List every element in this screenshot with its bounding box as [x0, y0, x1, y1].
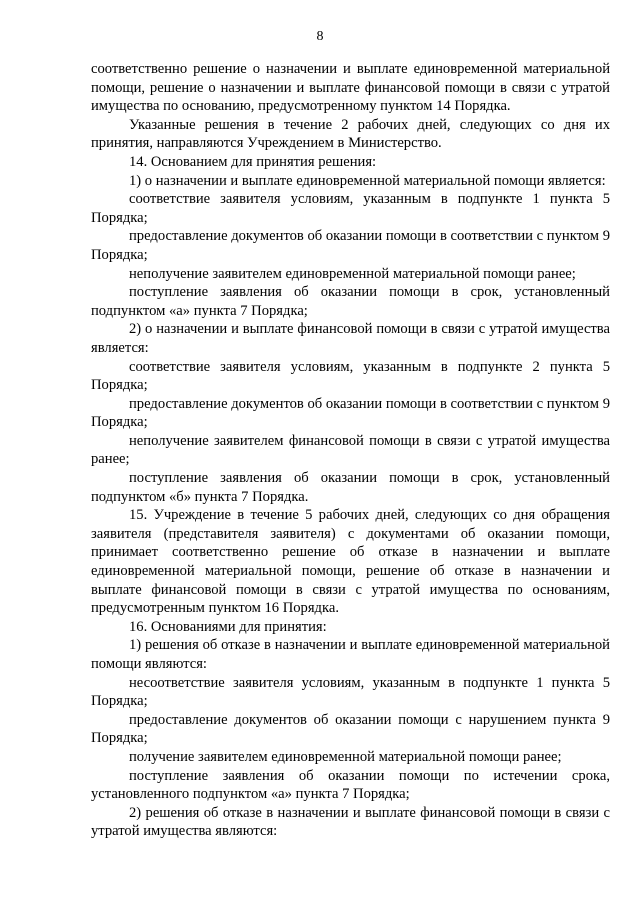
paragraph: поступление заявления об оказании помощи в срок, установленный подпунктом «а» пункта 7 Порядка; — [91, 284, 610, 319]
document-body — [91, 60, 610, 841]
paragraph: 1) решения об отказе в назначении и выплате единовременной материальной помощи являются: — [91, 637, 610, 672]
paragraph: соответствие заявителя условиям, указанным в подпункте 2 пункта 5 Порядка; — [91, 358, 610, 394]
paragraph: предоставление документов об оказании помощи в соответствии с пунктом 9 Порядка; — [91, 228, 610, 263]
paragraph: поступление заявления об оказании помощи по истечении срока, установленного подпунктом «а» пункта 7 Порядка; — [91, 767, 610, 803]
paragraph: предоставление документов об оказании помощи с нарушением пункта 9 Порядка; — [91, 711, 610, 747]
paragraph: несоответствие заявителя условиям, указанным в подпункте 1 пункта 5 Порядка; — [91, 674, 610, 710]
paragraph: 2) решения об отказе в назначении и выплате финансовой помощи в связи с утратой имущества являются: — [91, 804, 610, 840]
paragraph: 1) о назначении и выплате единовременной материальной помощи является: — [129, 172, 606, 189]
paragraph: неполучение заявителем единовременной материальной помощи ранее; — [129, 265, 576, 282]
paragraph: предоставление документов об оказании помощи в соответствии с пунктом 9 Порядка; — [91, 395, 610, 431]
paragraph: 2) о назначении и выплате финансовой помощи в связи с утратой имущества является: — [91, 321, 610, 356]
paragraph: 14. Основанием для принятия решения: — [129, 153, 377, 170]
paragraph: 15. Учреждение в течение 5 рабочих дней, следующих со дня обращения заявителя (представителя заявителя) с документами об оказании помощи, принимает соответственно решение об отказе в назначении и выплате единовременной материальной помощи, решение об отказе в назначении и выплате финансовой помощи в связи с утратой имущества по основаниям, предусмотренным пунктом 16 Порядка. — [91, 507, 610, 617]
paragraph: соответствие заявителя условиям, указанным в подпункте 1 пункта 5 Порядка; — [91, 191, 610, 226]
paragraph: получение заявителем единовременной материальной помощи ранее; — [129, 748, 562, 765]
paragraph: неполучение заявителем финансовой помощи в связи с утратой имущества ранее; — [91, 432, 610, 468]
paragraph: 16. Основаниями для принятия: — [129, 618, 327, 635]
paragraph: поступление заявления об оказании помощи в срок, установленный подпунктом «б» пункта 7 Порядка. — [91, 470, 610, 505]
paragraph: Указанные решения в течение 2 рабочих дней, следующих со дня их принятия, направляются Учреждением в Министерство. — [91, 116, 610, 152]
paragraph: соответственно решение о назначении и выплате единовременной материальной помощи, решение о назначении и выплате финансовой помощи в связи с утратой имущества по основанию, предусмотренному пунктом 14 Порядка. — [91, 61, 610, 115]
page-number: 8 — [316, 29, 324, 44]
